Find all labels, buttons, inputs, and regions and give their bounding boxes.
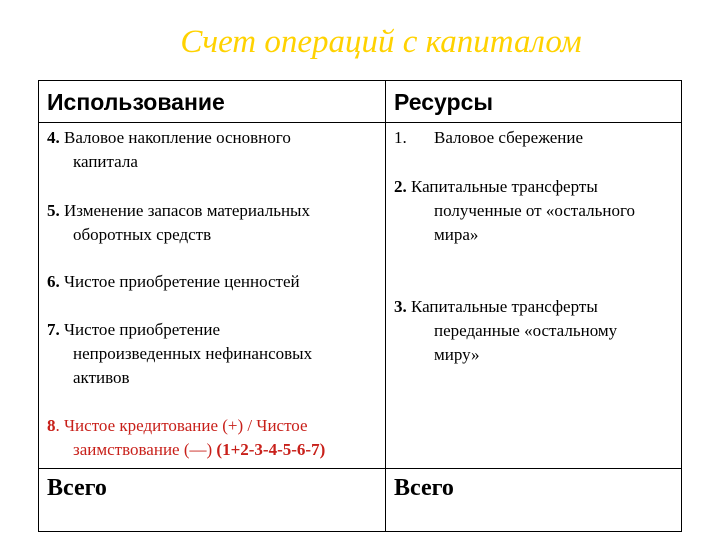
item-text: Изменение запасов материальных xyxy=(59,201,310,220)
item-text: Капитальные трансферты xyxy=(406,177,598,196)
item-text-continued: полученные от «остального xyxy=(434,201,636,220)
item-text-continued: миру» xyxy=(434,345,480,364)
item-number: 6. xyxy=(47,272,60,291)
capital-account-table xyxy=(38,80,682,532)
item-text-continued xyxy=(47,438,383,462)
item-number: 1. xyxy=(394,128,407,147)
uses-item-6 xyxy=(47,270,377,294)
item-text: Капитальные трансферты xyxy=(406,297,598,316)
item-text-continued: капитала xyxy=(73,152,138,171)
total-resources-label: Всего xyxy=(394,475,454,501)
column-header-uses: Использование xyxy=(47,89,225,115)
item-text: Чистое приобретение xyxy=(59,320,221,339)
resources-item-2 xyxy=(394,175,679,247)
uses-item-8 xyxy=(47,414,383,462)
item-number: 5. xyxy=(47,201,60,220)
item-number: 7. xyxy=(47,320,60,339)
item-text: . Чистое кредитование (+) / Чистое xyxy=(55,416,308,435)
item-number: 3. xyxy=(394,297,407,316)
item-text-continued: переданные «остальному xyxy=(434,321,618,340)
column-divider xyxy=(385,81,386,531)
item-text-part: заимствование (—) xyxy=(73,440,217,459)
item-text-continued: оборотных средств xyxy=(73,225,212,244)
uses-item-4 xyxy=(47,126,377,174)
item-text: Валовое накопление основного xyxy=(59,128,291,147)
uses-item-7 xyxy=(47,318,377,390)
item-number: 2. xyxy=(394,177,407,196)
formula: (1+2-3-4-5-6-7) xyxy=(216,440,326,459)
uses-item-5 xyxy=(47,199,377,247)
item-text-continued: мира» xyxy=(434,225,479,244)
resources-item-3 xyxy=(394,295,679,367)
item-text-continued: непроизведенных нефинансовых xyxy=(73,344,313,363)
column-header-resources: Ресурсы xyxy=(394,89,494,115)
item-text: Чистое приобретение ценностей xyxy=(59,272,300,291)
item-number: 8 xyxy=(47,416,56,435)
total-uses-label: Всего xyxy=(47,475,107,501)
page-title: Счет операций с капиталом xyxy=(180,24,582,60)
total-divider xyxy=(39,468,681,469)
header-divider xyxy=(39,122,681,123)
item-text-continued: активов xyxy=(73,368,130,387)
item-text: Валовое сбережение xyxy=(434,128,584,147)
item-number: 4. xyxy=(47,128,60,147)
resources-item-1 xyxy=(394,126,679,150)
